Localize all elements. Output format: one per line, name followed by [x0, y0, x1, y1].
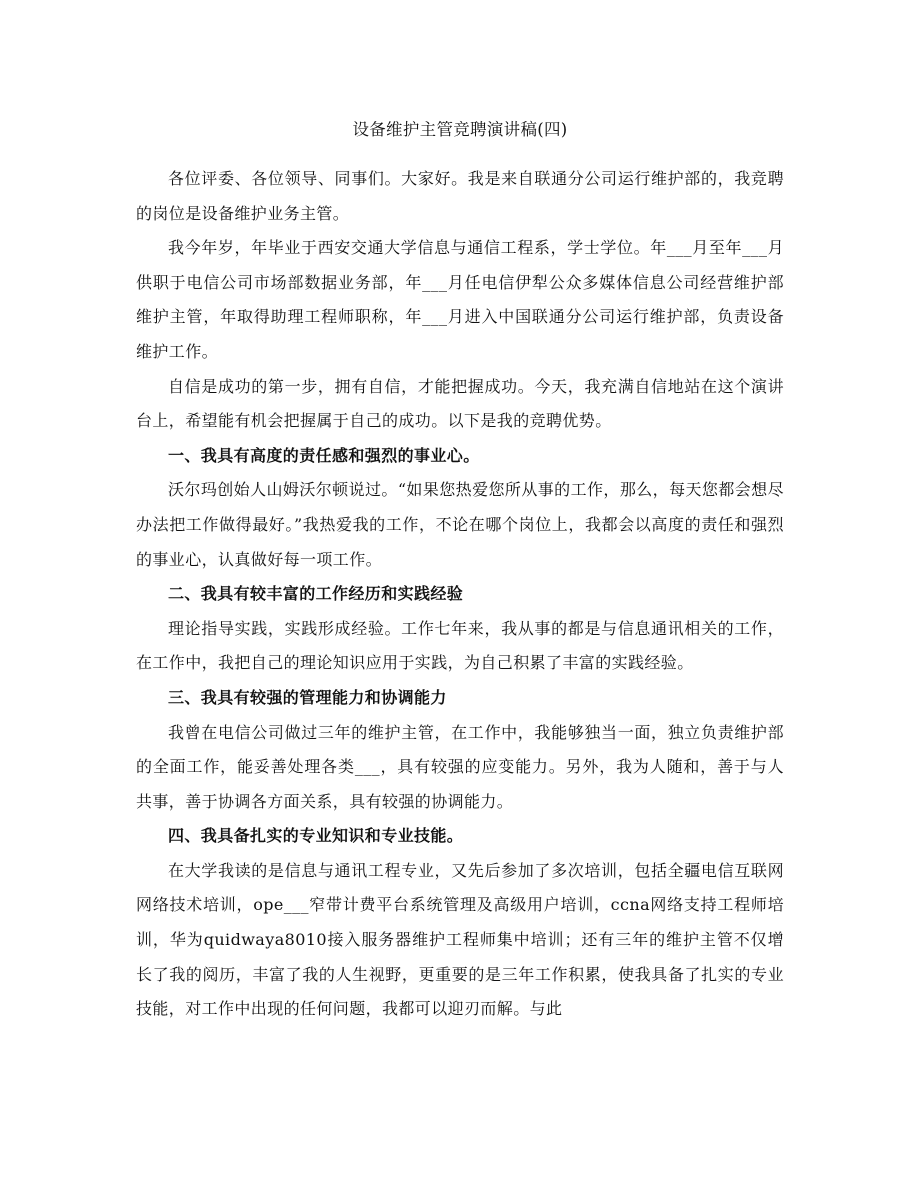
paragraph: 我今年岁，年毕业于西安交通大学信息与通信工程系，学士学位。年___月至年___月供职于电信公司市场部数据业务部，年___月任电信伊犁公众多媒体信息公司经营维护部维护主管，年取得助理工程师职称，年___月进入中国联通分公司运行维护部，负责设备维护工作。: [136, 238, 784, 361]
paragraph: 理论指导实践，实践形成经验。工作七年来，我从事的都是与信息通讯相关的工作，在工作中，我把自己的理论知识应用于实践，为自己积累了丰富的实践经验。: [136, 618, 784, 673]
document-body: [136, 162, 784, 1027]
paragraph: 自信是成功的第一步，拥有自信，才能把握成功。今天，我充满自信地站在这个演讲台上，希望能有机会把握属于自己的成功。以下是我的竞聘优势。: [136, 376, 784, 431]
paragraph: 我曾在电信公司做过三年的维护主管，在工作中，我能够独当一面，独立负责维护部的全面工作，能妥善处理各类___，具有较强的应变能力。另外，我为人随和，善于与人共事，善于协调各方面关系，具有较强的协调能力。: [136, 722, 784, 811]
section-heading: 三、我具有较强的管理能力和协调能力: [168, 687, 447, 707]
paragraph: 沃尔玛创始人山姆沃尔顿说过。“如果您热爱您所从事的工作，那么，每天您都会想尽办法把工作做得最好。”我热爱我的工作，不论在哪个岗位上，我都会以高度的责任和强烈的事业心，认真做好每一项工作。: [136, 480, 784, 569]
section-heading: 四、我具备扎实的专业知识和专业技能。: [168, 826, 464, 846]
section-heading: 一、我具有高度的责任感和强烈的事业心。: [168, 445, 480, 465]
paragraph: 在大学我读的是信息与通讯工程专业，又先后参加了多次培训，包括全疆电信互联网网络技术培训，ope___窄带计费平台系统管理及高级用户培训，ccna网络支持工程师培训，华为quidwaya8010接入服务器维护工程师集中培训；还有三年的维护主管不仅增长了我的阅历，丰富了我的人生视野，更重要的是三年工作积累，使我具备了扎实的专业技能，对工作中出现的任何问题，我都可以迎刃而解。与此: [136, 860, 784, 1019]
paragraph: 各位评委、各位领导、同事们。大家好。我是来自联通分公司运行维护部的，我竞聘的岗位是设备维护业务主管。: [136, 169, 784, 223]
section-heading: 二、我具有较丰富的工作经历和实践经验: [168, 584, 464, 604]
document-title: 设备维护主管竞聘演讲稿(四): [352, 120, 568, 139]
